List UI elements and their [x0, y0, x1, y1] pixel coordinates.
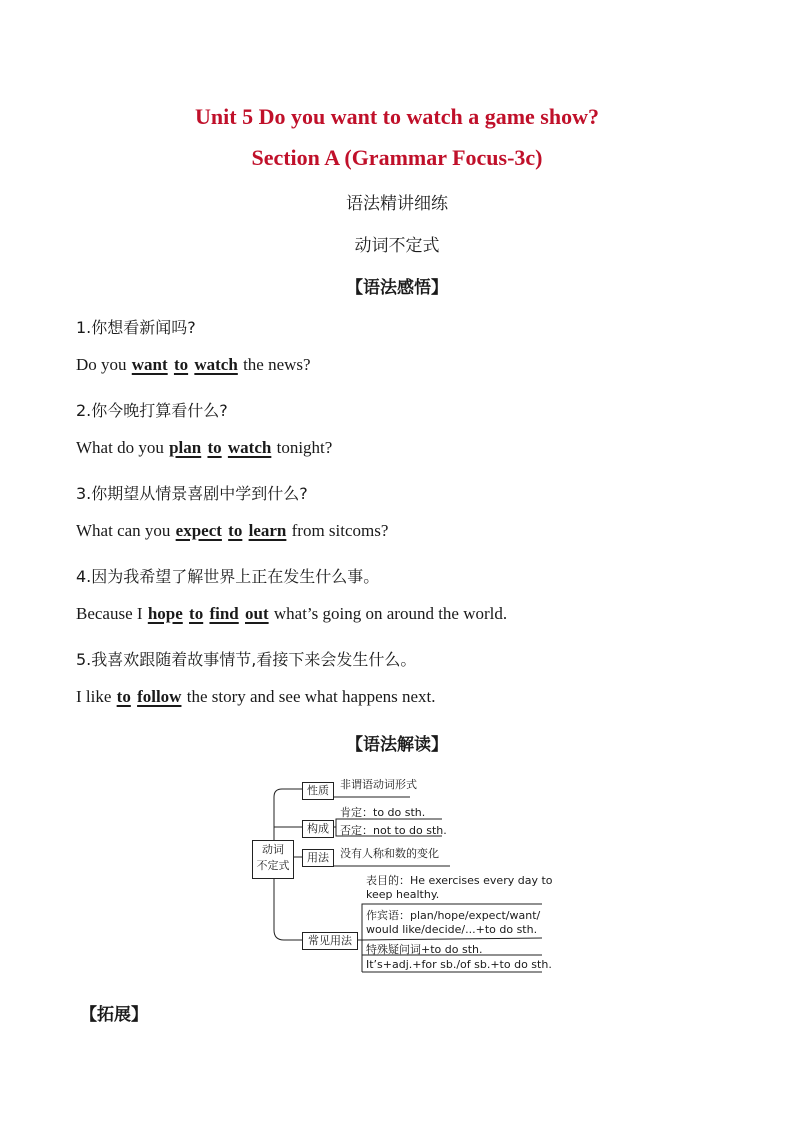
- common-1a: 表目的：He exercises every day to: [366, 874, 553, 887]
- item-5-en: I like to follow the story and see what happens next.: [76, 687, 436, 706]
- item-4-en: Because I hope to find out what’s going on around the world.: [76, 604, 508, 623]
- explanation-heading: 【语法解读】: [346, 735, 448, 755]
- item-2-en: What do you plan to watch tonight?: [76, 438, 333, 457]
- answer-word: to: [228, 521, 243, 540]
- form-positive: 肯定：to do sth.: [340, 806, 426, 819]
- answer-word: to: [189, 604, 204, 623]
- usage-node: 用法: [302, 849, 334, 867]
- section-title: Section A (Grammar Focus-3c): [251, 145, 543, 170]
- topic-title: 动词不定式: [354, 236, 440, 256]
- nature-node: 性质: [302, 782, 334, 800]
- extension-heading: 【拓展】: [80, 1005, 148, 1025]
- answer-word: hope: [147, 604, 183, 623]
- answer-word: follow: [137, 687, 182, 706]
- common-3: 特殊疑问词+to do sth.: [366, 943, 483, 956]
- subtitle: 语法精讲细练: [346, 194, 448, 214]
- answer-word: out: [245, 604, 269, 623]
- item-2-cn: 2.你今晚打算看什么?: [76, 401, 228, 420]
- answer-word: watch: [227, 438, 272, 457]
- common-node: 常见用法: [302, 932, 358, 950]
- answer-word: learn: [248, 521, 287, 540]
- item-4-cn: 4.因为我希望了解世界上正在发生什么事。: [76, 567, 380, 586]
- unit-title: Unit 5 Do you want to watch a game show?: [195, 104, 599, 129]
- perception-heading: 【语法感悟】: [346, 278, 448, 298]
- usage-text: 没有人称和数的变化: [340, 847, 439, 860]
- common-2a: 作宾语：plan/hope/expect/want/: [366, 909, 541, 922]
- answer-word: to: [116, 687, 131, 706]
- item-3-en: What can you expect to learn from sitcoms?: [76, 521, 389, 540]
- answer-word: want: [131, 355, 168, 374]
- item-1-cn: 1.你想看新闻吗?: [76, 318, 196, 337]
- answer-word: plan: [169, 438, 202, 457]
- item-3-cn: 3.你期望从情景喜剧中学到什么?: [76, 484, 308, 503]
- answer-word: to: [207, 438, 222, 457]
- common-2b: would like/decide/...+to do sth.: [366, 923, 538, 936]
- answer-word: expect: [175, 521, 222, 540]
- form-node: 构成: [302, 820, 334, 838]
- form-negative: 否定：not to do sth.: [340, 824, 447, 837]
- item-1-en: Do you want to watch the news?: [76, 355, 311, 374]
- nature-text: 非谓语动词形式: [340, 778, 417, 791]
- item-5-cn: 5.我喜欢跟随着故事情节,看接下来会发生什么。: [76, 650, 417, 669]
- answer-word: watch: [194, 355, 238, 374]
- answer-word: find: [209, 604, 239, 623]
- common-4: It’s+adj.+for sb./of sb.+to do sth.: [366, 958, 552, 971]
- root-node: 动词 不定式: [252, 840, 294, 879]
- answer-word: to: [173, 355, 189, 374]
- common-1b: keep healthy.: [366, 888, 440, 901]
